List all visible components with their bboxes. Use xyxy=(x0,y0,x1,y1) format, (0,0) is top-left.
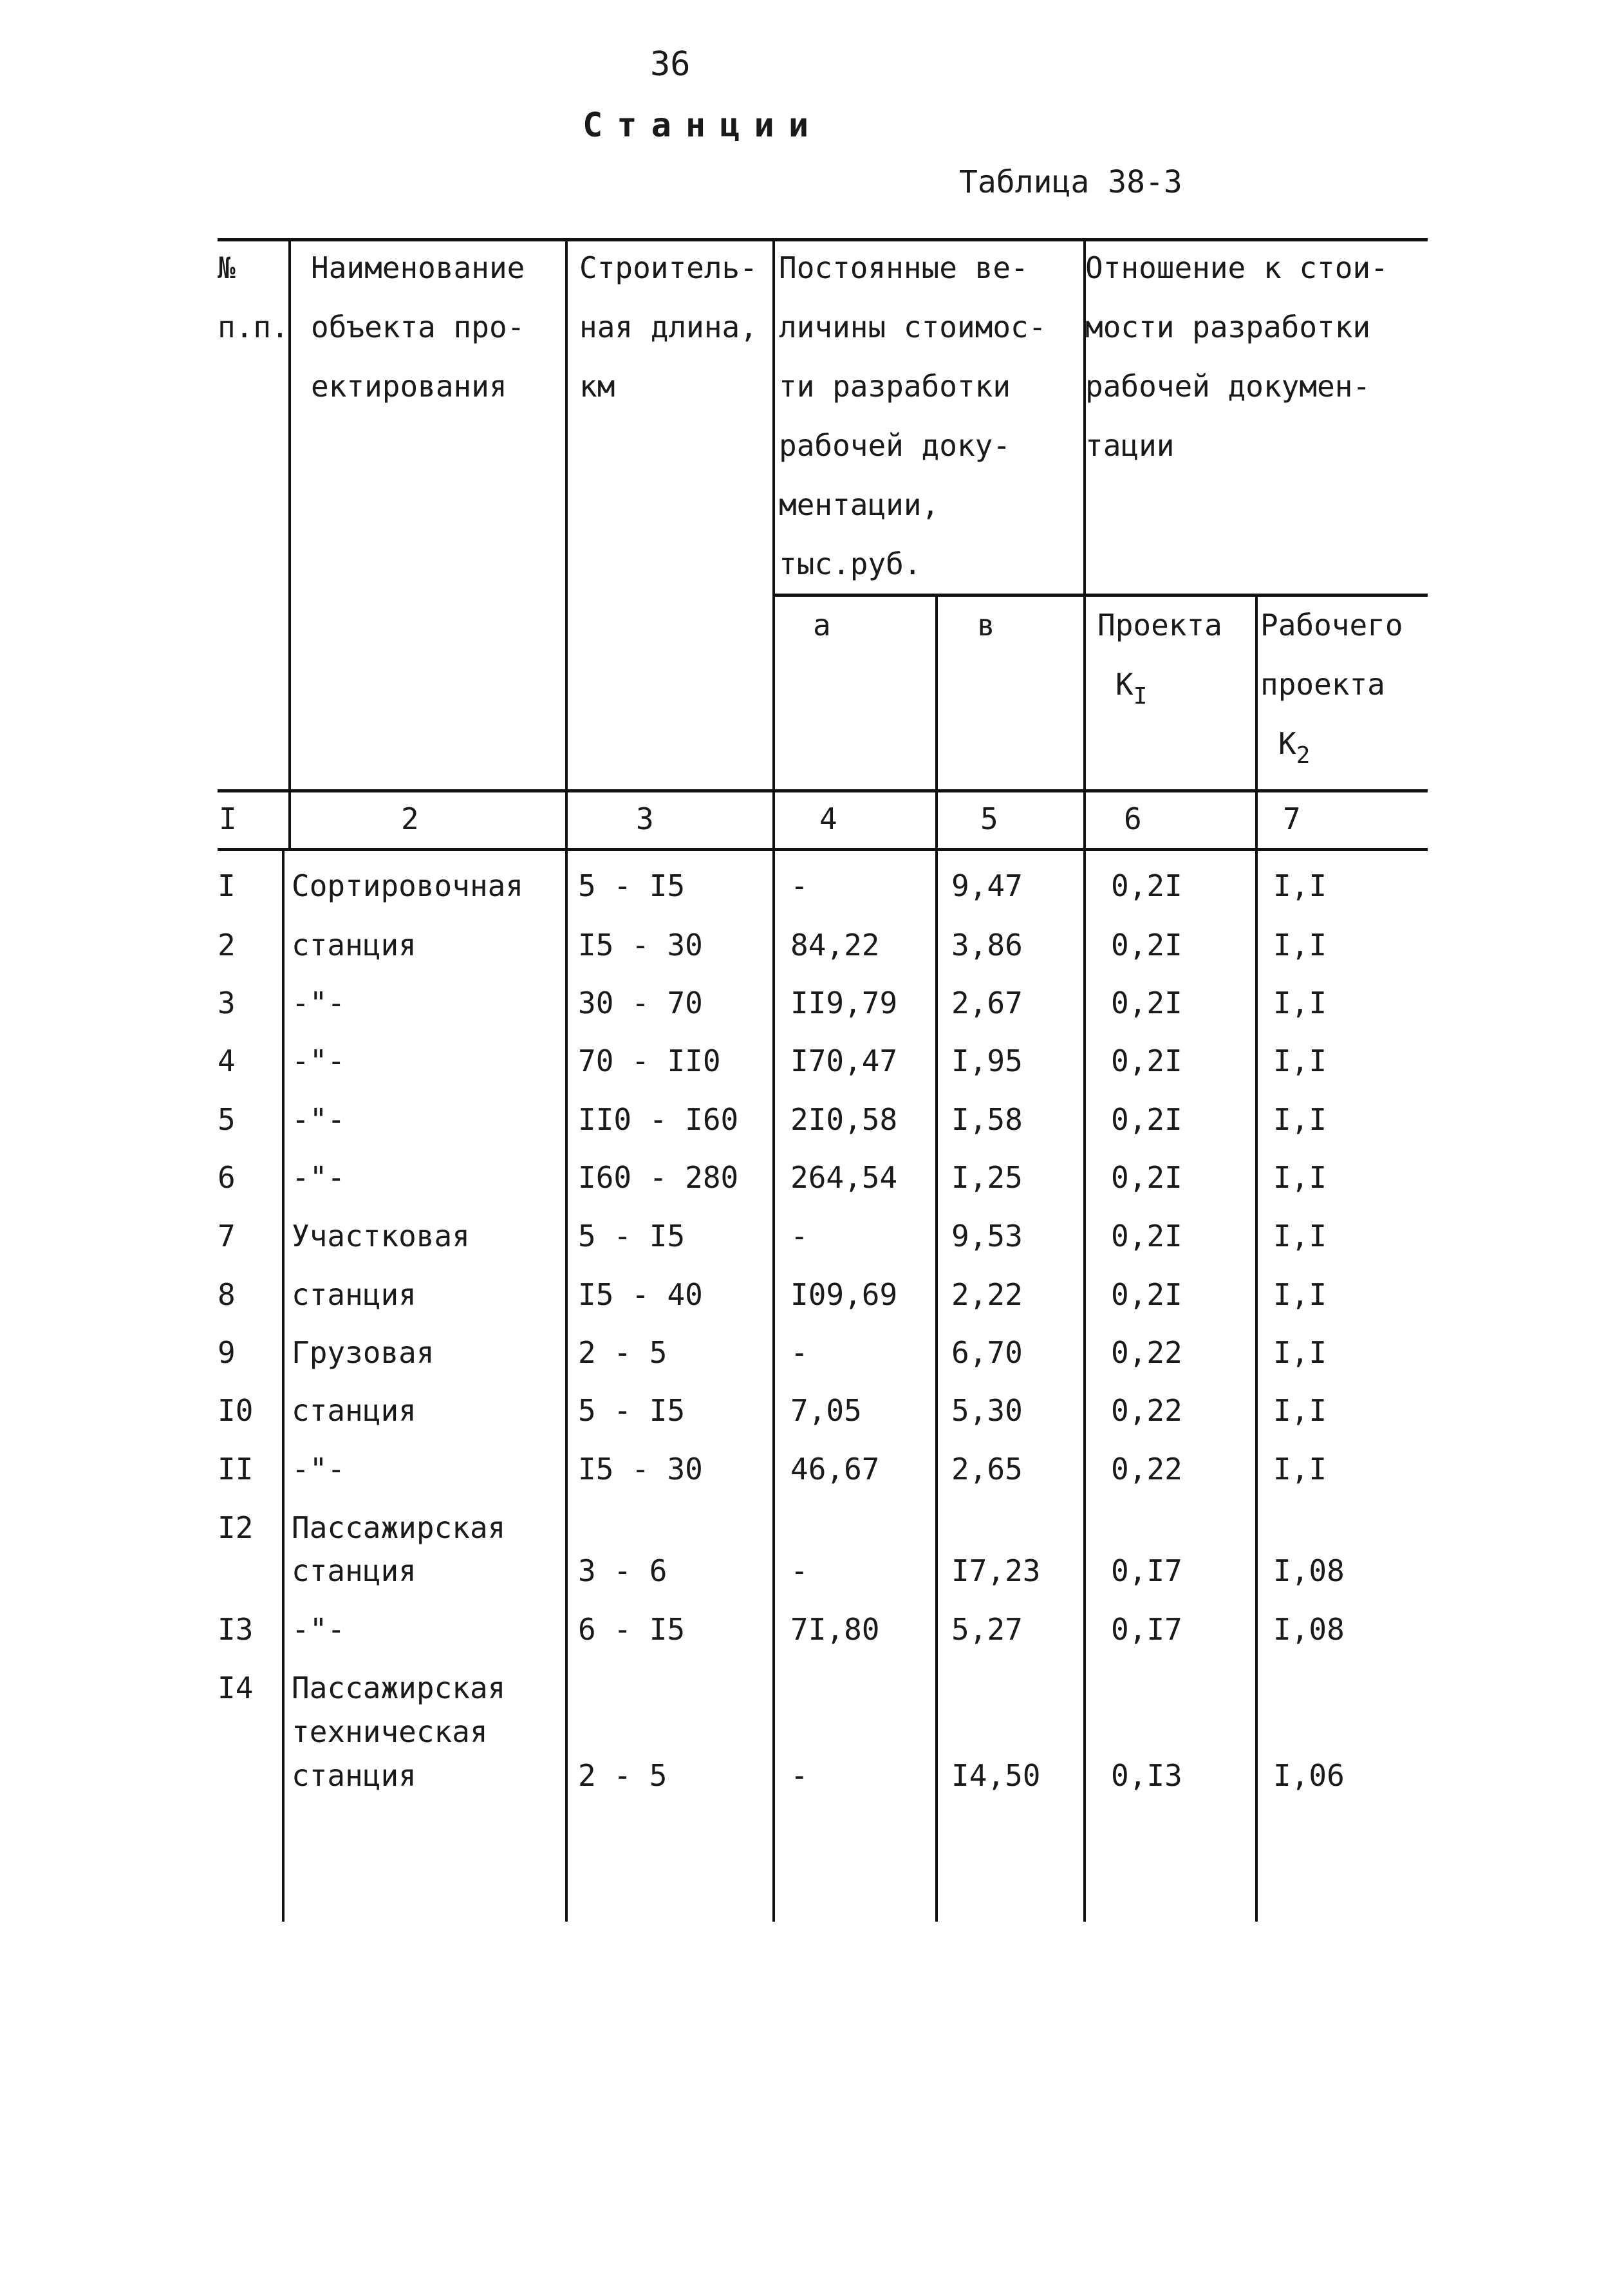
cell-num: I3 xyxy=(218,1612,254,1647)
cell-b: 9,53 xyxy=(951,1219,1023,1253)
cell-name: Пассажирская xyxy=(292,1671,506,1705)
cell-k2: I,I xyxy=(1273,1044,1327,1078)
cell-name: техническая xyxy=(292,1714,488,1749)
cell-name: станция xyxy=(292,928,416,962)
cell-k2: I,I xyxy=(1273,1393,1327,1428)
cell-k2: I,I xyxy=(1273,928,1327,962)
cell-k1: 0,I7 xyxy=(1111,1553,1182,1588)
column-number-4: 4 xyxy=(819,801,837,836)
cell-name: -"- xyxy=(292,1452,346,1486)
cell-a: 7,05 xyxy=(790,1393,862,1428)
cell-a: 264,54 xyxy=(790,1160,898,1195)
header-k1-subscript: I xyxy=(1133,683,1148,709)
cell-length: 5 - I5 xyxy=(578,1219,686,1253)
cell-b: 6,70 xyxy=(951,1335,1023,1370)
cell-name: -"- xyxy=(292,1102,346,1137)
cell-length: 70 - II0 xyxy=(578,1044,721,1078)
cell-name: Сортировочная xyxy=(292,868,524,903)
cell-a: 46,67 xyxy=(790,1452,880,1486)
cell-b: 2,67 xyxy=(951,986,1023,1020)
header-k2-symbol: К xyxy=(1278,726,1296,761)
header-num: № п.п. xyxy=(218,250,289,344)
cell-num: 7 xyxy=(218,1219,236,1253)
header-k1-label: Проекта xyxy=(1097,608,1222,642)
cell-b: I7,23 xyxy=(951,1553,1041,1588)
cell-k1: 0,2I xyxy=(1111,928,1182,962)
header-name: Наименование объекта про- ектирования xyxy=(311,250,525,404)
cell-k2: I,08 xyxy=(1273,1553,1345,1588)
header-constant: Постоянные ве- личины стоимос- ти разработки рабочей доку- ментации, тыс.руб. xyxy=(779,250,1047,581)
column-number-7: 7 xyxy=(1283,801,1301,836)
stations-table xyxy=(218,238,1428,1922)
header-k2-label: Рабочего проекта xyxy=(1260,608,1403,702)
header-b: в xyxy=(977,608,995,642)
cell-name: Пассажирская xyxy=(292,1510,506,1545)
cell-name: станция xyxy=(292,1553,416,1588)
cell-length: 6 - I5 xyxy=(578,1612,686,1647)
header-a: а xyxy=(813,608,831,642)
cell-length: 2 - 5 xyxy=(578,1335,667,1370)
cell-length: 5 - I5 xyxy=(578,1393,686,1428)
cell-k1: 0,22 xyxy=(1111,1335,1182,1370)
cell-name: -"- xyxy=(292,986,346,1020)
cell-a: - xyxy=(790,868,808,903)
cell-b: I,58 xyxy=(951,1102,1023,1137)
cell-k1: 0,2I xyxy=(1111,1044,1182,1078)
cell-a: - xyxy=(790,1335,808,1370)
cell-k2: I,I xyxy=(1273,1102,1327,1137)
column-number-1: I xyxy=(219,801,237,836)
cell-length: 2 - 5 xyxy=(578,1758,667,1793)
cell-num: I0 xyxy=(218,1393,254,1428)
cell-num: I4 xyxy=(218,1671,254,1705)
cell-k2: I,I xyxy=(1273,1335,1327,1370)
col-divider-5 xyxy=(1083,238,1086,1922)
header-length: Строитель- ная длина, км xyxy=(579,250,758,404)
cell-length: 3 - 6 xyxy=(578,1553,667,1588)
cell-num: I2 xyxy=(218,1510,254,1545)
cell-b: 9,47 xyxy=(951,868,1023,903)
column-number-6: 6 xyxy=(1124,801,1142,836)
cell-name: -"- xyxy=(292,1612,346,1647)
header-k1-symbol: К xyxy=(1115,667,1134,702)
cell-a: 7I,80 xyxy=(790,1612,880,1647)
cell-k2: I,I xyxy=(1273,1277,1327,1312)
cell-name: станция xyxy=(292,1393,416,1428)
column-number-3: 3 xyxy=(636,801,654,836)
cell-a: - xyxy=(790,1219,808,1253)
header-k1 xyxy=(1115,655,1147,726)
cell-k1: 0,2I xyxy=(1111,1277,1182,1312)
cell-length: 5 - I5 xyxy=(578,868,686,903)
cell-num: 5 xyxy=(218,1102,236,1137)
cell-k1: 0,22 xyxy=(1111,1452,1182,1486)
cell-num: 3 xyxy=(218,986,236,1020)
cell-a: I70,47 xyxy=(790,1044,898,1078)
cell-k1: 0,2I xyxy=(1111,1102,1182,1137)
cell-b: I,25 xyxy=(951,1160,1023,1195)
cell-b: 2,22 xyxy=(951,1277,1023,1312)
cell-k2: I,08 xyxy=(1273,1612,1345,1647)
cell-k2: I,I xyxy=(1273,1219,1327,1253)
cell-name: -"- xyxy=(292,1160,346,1195)
cell-name: Грузовая xyxy=(292,1335,434,1370)
cell-length: I60 - 280 xyxy=(578,1160,739,1195)
cell-a: I09,69 xyxy=(790,1277,898,1312)
header-k2-subscript: 2 xyxy=(1296,742,1311,769)
col-divider-3 xyxy=(772,238,775,1922)
col-divider-4 xyxy=(935,594,938,1922)
cell-b: I,95 xyxy=(951,1044,1023,1078)
cell-a: - xyxy=(790,1553,808,1588)
table-caption: Таблица 38-3 xyxy=(959,164,1182,200)
header-ratio: Отношение к стои- мости разработки рабочей докумен- тации xyxy=(1085,250,1388,463)
cell-a: 2I0,58 xyxy=(790,1102,898,1137)
cell-b: I4,50 xyxy=(951,1758,1041,1793)
cell-k1: 0,22 xyxy=(1111,1393,1182,1428)
cell-k1: 0,2I xyxy=(1111,1160,1182,1195)
cell-k2: I,I xyxy=(1273,986,1327,1020)
col-divider-1-body xyxy=(282,848,285,1922)
cell-name: -"- xyxy=(292,1044,346,1078)
cell-num: 4 xyxy=(218,1044,236,1078)
header-k2 xyxy=(1278,714,1310,785)
cell-num: 2 xyxy=(218,928,236,962)
cell-name: станция xyxy=(292,1758,416,1793)
column-number-5: 5 xyxy=(980,801,998,836)
cell-k2: I,I xyxy=(1273,1160,1327,1195)
cell-b: 2,65 xyxy=(951,1452,1023,1486)
cell-k1: 0,2I xyxy=(1111,868,1182,903)
cell-num: I xyxy=(218,868,236,903)
cell-a: II9,79 xyxy=(790,986,898,1020)
cell-a: 84,22 xyxy=(790,928,880,962)
cell-length: I5 - 30 xyxy=(578,1452,703,1486)
cell-length: I5 - 40 xyxy=(578,1277,703,1312)
cell-num: 8 xyxy=(218,1277,236,1312)
cell-num: 9 xyxy=(218,1335,236,1370)
page-number: 36 xyxy=(650,45,691,84)
cell-k2: I,I xyxy=(1273,1452,1327,1486)
cell-k2: I,I xyxy=(1273,868,1327,903)
cell-b: 5,30 xyxy=(951,1393,1023,1428)
cell-name: Участковая xyxy=(292,1219,470,1253)
cell-num: II xyxy=(218,1452,254,1486)
cell-k1: 0,2I xyxy=(1111,1219,1182,1253)
column-number-2: 2 xyxy=(401,801,419,836)
cell-length: 30 - 70 xyxy=(578,986,703,1020)
section-title: Станции xyxy=(583,106,823,145)
cell-length: I5 - 30 xyxy=(578,928,703,962)
cell-name: станция xyxy=(292,1277,416,1312)
cell-a: - xyxy=(790,1758,808,1793)
cell-b: 5,27 xyxy=(951,1612,1023,1647)
cell-length: II0 - I60 xyxy=(578,1102,739,1137)
col-divider-2 xyxy=(565,238,568,1922)
cell-k1: 0,I7 xyxy=(1111,1612,1182,1647)
cell-b: 3,86 xyxy=(951,928,1023,962)
cell-k2: I,06 xyxy=(1273,1758,1345,1793)
cell-num: 6 xyxy=(218,1160,236,1195)
col-divider-6 xyxy=(1255,594,1258,1922)
cell-k1: 0,2I xyxy=(1111,986,1182,1020)
cell-k1: 0,I3 xyxy=(1111,1758,1182,1793)
